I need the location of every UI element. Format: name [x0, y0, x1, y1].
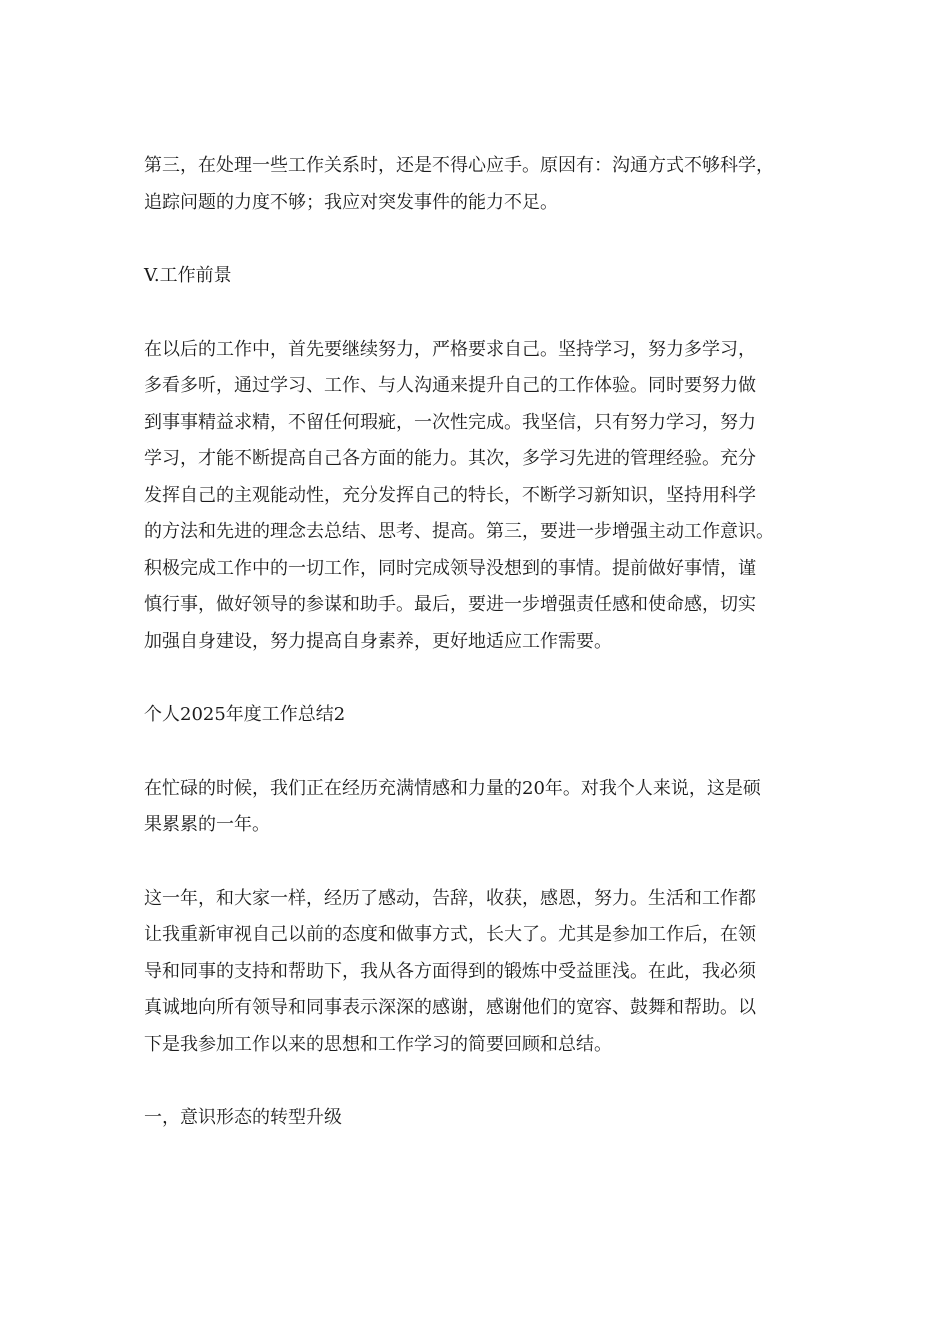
text-line: 下是我参加工作以来的思想和工作学习的简要回顾和总结。: [144, 1033, 612, 1055]
section-heading-ideology: 一，意识形态的转型升级: [144, 1107, 342, 1128]
text-line: 多看多听，通过学习、工作、与人沟通来提升自己的工作体验。同时要努力做: [144, 375, 756, 396]
text-line: 第三，在处理一些工作关系时，还是不得心应手。原因有：沟通方式不够科学，: [144, 155, 774, 176]
text-line: 追踪问题的力度不够；我应对突发事件的能力不足。: [144, 191, 558, 213]
text-line: 学习，才能不断提高自己各方面的能力。其次，多学习先进的管理经验。充分: [144, 448, 756, 469]
paragraph-communication-issues: [144, 148, 809, 221]
text-line: 慎行事，做好领导的参谋和助手。最后，要进一步增强责任感和使命感，切实: [144, 594, 756, 615]
paragraph-future-work: [144, 332, 809, 661]
paragraph-year-review: [144, 881, 809, 1064]
text-line: 的方法和先进的理念去总结、思考、提高。第三，要进一步增强主动工作意识。: [144, 521, 774, 542]
document-title-summary-2: 个人2025年度工作总结2: [144, 704, 346, 725]
section-heading-work-outlook: V.工作前景: [144, 265, 232, 286]
text-line: 这一年，和大家一样，经历了感动，告辞，收获，感恩，努力。生活和工作都: [144, 887, 756, 909]
text-line: 让我重新审视自己以前的态度和做事方式，长大了。尤其是参加工作后，在领: [144, 924, 756, 945]
text-line: 在忙碌的时候，我们正在经历充满情感和力量的20年。对我个人来说，这是硕: [144, 777, 761, 799]
text-line: 到事事精益求精，不留任何瑕疵，一次性完成。我坚信，只有努力学习，努力: [144, 411, 756, 433]
text-line: 果累累的一年。: [144, 814, 270, 835]
text-line: 在以后的工作中，首先要继续努力，严格要求自己。坚持学习，努力多学习，: [144, 338, 756, 360]
text-line: 真诚地向所有领导和同事表示深深的感谢，感谢他们的宽容、鼓舞和帮助。以: [144, 997, 756, 1018]
text-line: 发挥自己的主观能动性，充分发挥自己的特长，不断学习新知识，坚持用科学: [144, 484, 756, 506]
text-line: 加强自身建设，努力提高自身素养，更好地适应工作需要。: [144, 630, 612, 652]
paragraph-busy-year: [144, 771, 809, 844]
document-page: [144, 148, 809, 1174]
text-line: 导和同事的支持和帮助下，我从各方面得到的锻炼中受益匪浅。在此，我必须: [144, 960, 756, 982]
text-line: 积极完成工作中的一切工作，同时完成领导没想到的事情。提前做好事情，谨: [144, 557, 756, 579]
